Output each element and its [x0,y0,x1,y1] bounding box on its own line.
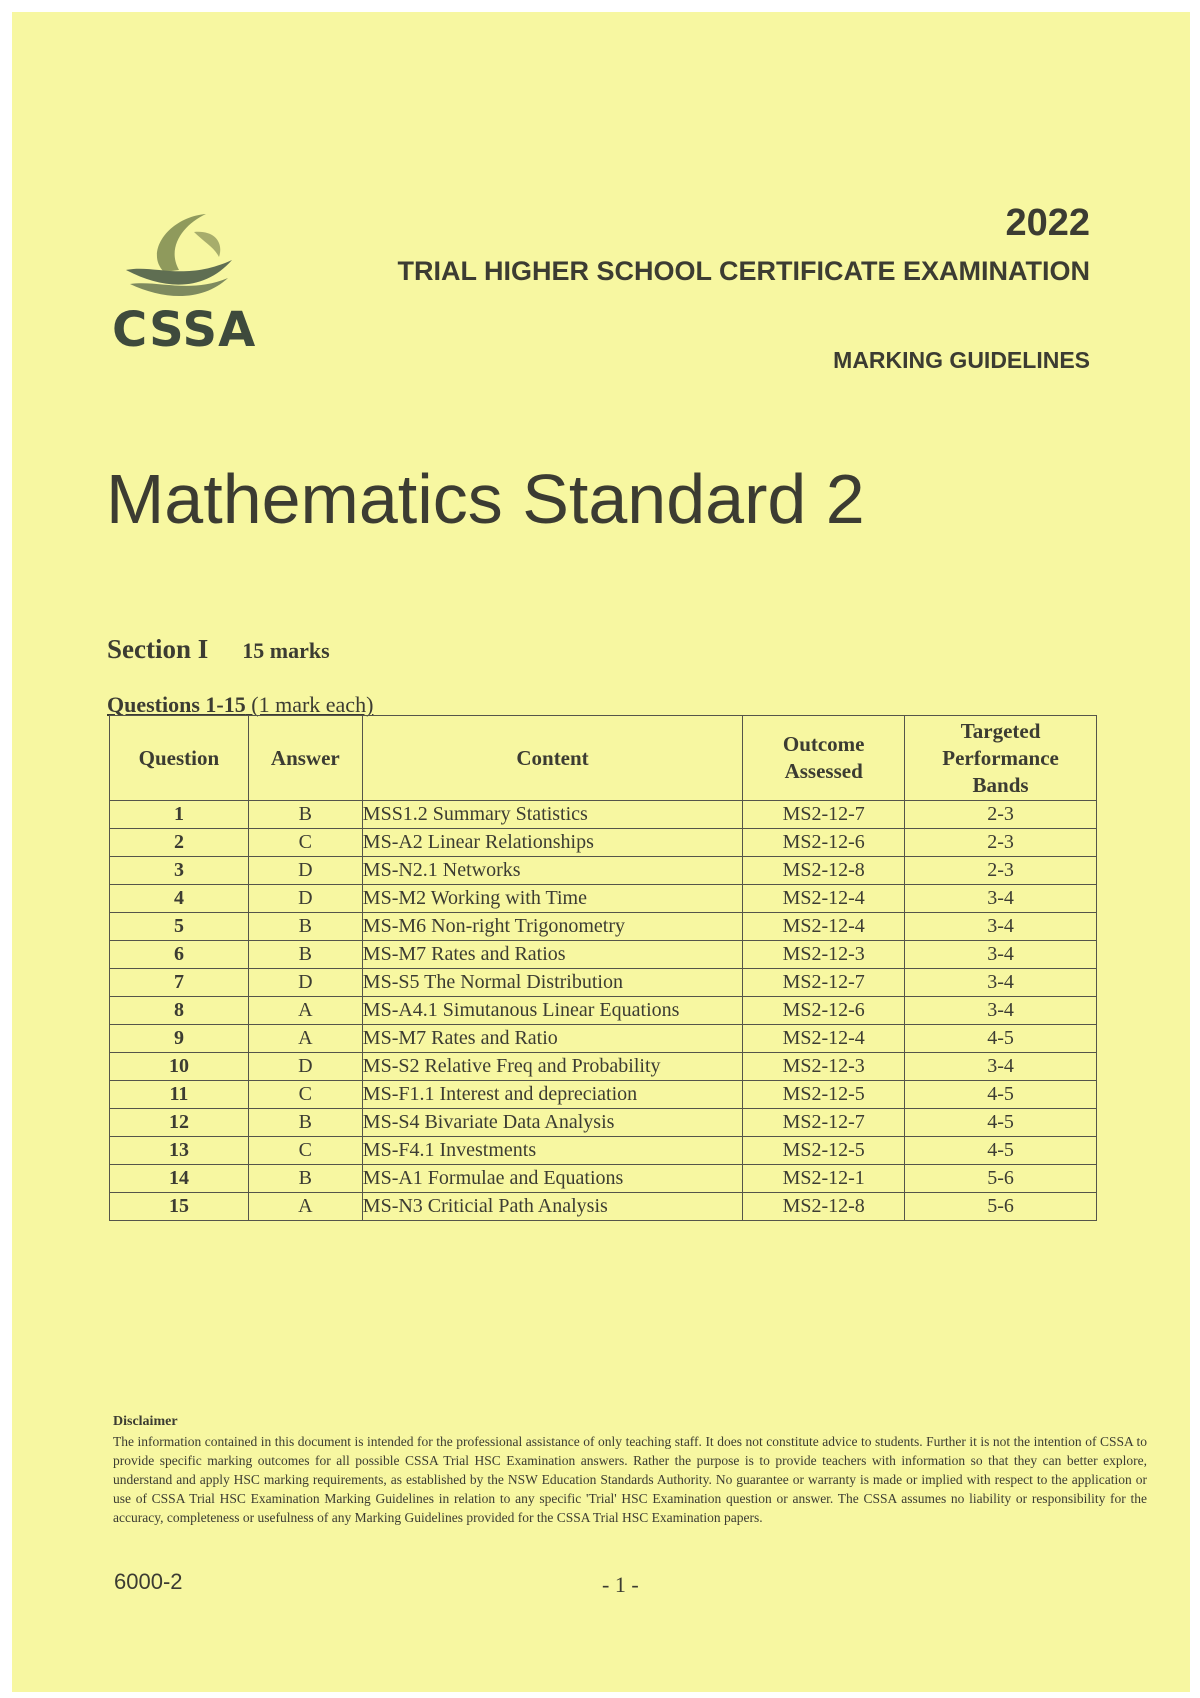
table-row [110,1109,1097,1137]
answer-letter: A [248,997,362,1025]
content-area: MS-A2 Linear Relationships [362,829,742,857]
content-area: MSS1.2 Summary Statistics [362,801,742,829]
answer-letter: B [248,801,362,829]
outcome-code: MS2-12-5 [743,1081,905,1109]
table-row [110,1137,1097,1165]
header-content: Content [362,716,742,801]
table-row [110,885,1097,913]
questions-range: Questions 1-15 [107,692,246,717]
table-row [110,857,1097,885]
table-row [110,1053,1097,1081]
section-marks: 15 marks [242,638,330,663]
content-area: MS-S5 The Normal Distribution [362,969,742,997]
document-code: 6000-2 [114,1569,183,1594]
performance-bands: 2-3 [905,801,1097,829]
answer-letter: A [248,1193,362,1221]
section-heading [107,634,330,665]
performance-bands: 3-4 [905,913,1097,941]
header-bands [905,716,1097,801]
question-number: 5 [110,913,249,941]
performance-bands: 3-4 [905,997,1097,1025]
header-answer: Answer [248,716,362,801]
header-outcome-line1: Outcome [782,732,865,756]
logo-text: CSSA [112,302,257,358]
answer-letter: C [248,1137,362,1165]
outcome-code: MS2-12-7 [743,1109,905,1137]
content-area: MS-M7 Rates and Ratios [362,941,742,969]
table-row [110,1025,1097,1053]
outcome-code: MS2-12-8 [743,857,905,885]
performance-bands: 3-4 [905,885,1097,913]
answer-letter: B [248,913,362,941]
question-number: 13 [110,1137,249,1165]
subject-title: Mathematics Standard 2 [106,460,865,538]
answer-letter: B [248,941,362,969]
table-row [110,969,1097,997]
performance-bands: 5-6 [905,1193,1097,1221]
disclaimer-text: The information contained in this document is intended for the professional assistance of only teaching staff. It does not constitute advice to students. Further it is not the intention of CSSA to provide specific marking outcomes for all possible CSSA Trial HSC Examination answers. Rather the purpose is to provide teachers with information so that they can better explore, understand and apply HSC marking requirements, as established by the NSW Education Standards Authority. No guarantee or warranty is made or implied with respect to the application or use of CSSA Trial HSC Examination Marking Guidelines in relation to any specific 'Trial' HSC Examination question or answer. The CSSA assumes no liability or responsibility for the accuracy, completeness or usefulness of any Marking Guidelines provided for the CSSA Trial HSC Examination papers. [113,1434,1147,1525]
outcome-code: MS2-12-3 [743,1053,905,1081]
question-number: 8 [110,997,249,1025]
table-row [110,1081,1097,1109]
answer-letter: D [248,1053,362,1081]
page-number: - 1 - [602,1572,639,1597]
cssa-swoosh-icon [124,212,234,302]
content-area: MS-F4.1 Investments [362,1137,742,1165]
questions-note: (1 mark each) [245,692,374,717]
answer-letter: C [248,829,362,857]
table-header-row [110,716,1097,801]
exam-title: TRIAL HIGHER SCHOOL CERTIFICATE EXAMINATION [397,256,1090,286]
answer-letter: D [248,885,362,913]
question-number: 3 [110,857,249,885]
document-page [12,12,1190,1692]
content-area: MS-M2 Working with Time [362,885,742,913]
question-number: 15 [110,1193,249,1221]
question-number: 7 [110,969,249,997]
performance-bands: 4-5 [905,1109,1097,1137]
table-row [110,1165,1097,1193]
performance-bands: 2-3 [905,829,1097,857]
question-number: 14 [110,1165,249,1193]
question-number: 2 [110,829,249,857]
performance-bands: 4-5 [905,1137,1097,1165]
header-question: Question [110,716,249,801]
outcome-code: MS2-12-4 [743,885,905,913]
question-number: 6 [110,941,249,969]
question-number: 1 [110,801,249,829]
outcome-code: MS2-12-5 [743,1137,905,1165]
answer-letter: C [248,1081,362,1109]
content-area: MS-A1 Formulae and Equations [362,1165,742,1193]
outcome-code: MS2-12-3 [743,941,905,969]
answer-letter: B [248,1165,362,1193]
header-bands-line3: Bands [972,772,1029,797]
header-outcome-line2: Assessed [784,759,863,783]
answer-letter: D [248,969,362,997]
outcome-code: MS2-12-8 [743,1193,905,1221]
header-bands-line2: Performance [942,745,1059,770]
table-row [110,1193,1097,1221]
table-row [110,913,1097,941]
table-row [110,801,1097,829]
outcome-code: MS2-12-6 [743,997,905,1025]
performance-bands: 3-4 [905,1053,1097,1081]
outcome-code: MS2-12-7 [743,969,905,997]
content-area: MS-S4 Bivariate Data Analysis [362,1109,742,1137]
question-number: 12 [110,1109,249,1137]
content-area: MS-N3 Criticial Path Analysis [362,1193,742,1221]
header-bands-line1: Targeted [960,718,1041,743]
content-area: MS-A4.1 Simutanous Linear Equations [362,997,742,1025]
table-row [110,829,1097,857]
performance-bands: 2-3 [905,857,1097,885]
table-row [110,941,1097,969]
question-number: 9 [110,1025,249,1053]
content-area: MS-N2.1 Networks [362,857,742,885]
performance-bands: 5-6 [905,1165,1097,1193]
document-type: MARKING GUIDELINES [833,347,1090,373]
outcome-code: MS2-12-4 [743,1025,905,1053]
section-title: Section I [107,634,209,664]
performance-bands: 4-5 [905,1025,1097,1053]
question-number: 11 [110,1081,249,1109]
header-outcome [743,716,905,801]
question-number: 10 [110,1053,249,1081]
content-area: MS-S2 Relative Freq and Probability [362,1053,742,1081]
table-row [110,997,1097,1025]
performance-bands: 3-4 [905,941,1097,969]
performance-bands: 4-5 [905,1081,1097,1109]
outcome-code: MS2-12-4 [743,913,905,941]
answers-table [109,715,1097,1221]
content-area: MS-F1.1 Interest and depreciation [362,1081,742,1109]
outcome-code: MS2-12-7 [743,801,905,829]
content-area: MS-M6 Non-right Trigonometry [362,913,742,941]
content-area: MS-M7 Rates and Ratio [362,1025,742,1053]
answer-letter: B [248,1109,362,1137]
question-number: 4 [110,885,249,913]
answer-letter: D [248,857,362,885]
outcome-code: MS2-12-6 [743,829,905,857]
disclaimer-title: Disclaimer [113,1414,178,1429]
outcome-code: MS2-12-1 [743,1165,905,1193]
performance-bands: 3-4 [905,969,1097,997]
exam-year: 2022 [1005,202,1090,244]
answer-letter: A [248,1025,362,1053]
cssa-logo [112,212,262,372]
